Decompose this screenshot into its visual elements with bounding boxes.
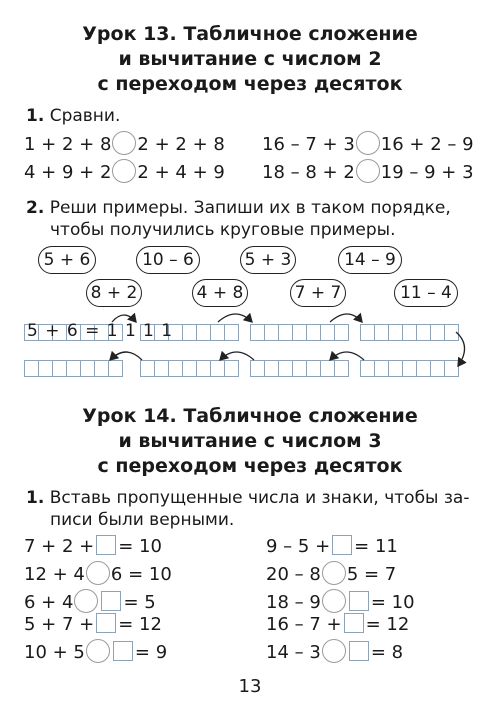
task1-heading [26, 104, 120, 128]
task2-instruction-line2: чтобы получились круговые примеры. [50, 220, 396, 240]
answer-box[interactable] [349, 591, 369, 611]
l14-task1-instruction-line1: Вставь пропущенные числа и знаки, чтобы за- [49, 488, 470, 508]
arrow-right-1 [112, 315, 136, 322]
oval-example: 14 – 9 [338, 246, 402, 274]
oval-example: 11 – 4 [394, 279, 458, 307]
answer-box[interactable] [96, 535, 116, 555]
arrow-left-1 [330, 352, 364, 360]
fill-row-left-4 [24, 612, 162, 638]
expr-a: 9 – 5 + [266, 536, 331, 557]
expr-a: 16 – 7 + 3 [262, 134, 355, 155]
expr-b: 2 + 4 + 9 [137, 162, 225, 183]
compare-circle[interactable] [112, 159, 136, 183]
lesson13-title-line2: и вычитание с числом 2 [118, 48, 382, 70]
task1-instruction: Сравни. [49, 106, 121, 126]
oval-example: 8 + 2 [86, 279, 142, 307]
page-number: 13 [238, 676, 262, 697]
fill-row-right-4 [266, 612, 409, 638]
expr-b: 19 – 9 + 3 [380, 162, 474, 183]
sign-circle[interactable] [322, 639, 346, 663]
answer-box[interactable] [101, 591, 121, 611]
arrow-left-3 [110, 352, 142, 360]
expr-b: 5 = 7 [346, 564, 397, 585]
answer-box[interactable] [96, 613, 116, 633]
sign-circle[interactable] [74, 589, 98, 613]
expr-a: 20 – 8 [266, 564, 321, 585]
lesson14-title-line1: Урок 14. Табличное сложение [82, 405, 418, 427]
oval-example: 4 + 8 [192, 279, 248, 307]
sign-circle[interactable] [322, 589, 346, 613]
arrow-right-3 [330, 314, 362, 322]
fill-row-left-5 [24, 640, 167, 666]
compare-circle[interactable] [112, 131, 136, 155]
compare-row-1-left [24, 132, 225, 158]
expr-a: 6 + 4 [24, 592, 74, 613]
expr-b: = 11 [354, 536, 398, 557]
answer-box[interactable] [113, 641, 133, 661]
expr-a: 14 – 3 [266, 642, 321, 663]
expr-b: = 12 [365, 614, 410, 635]
lesson13-title-line3: с переходом через десяток [97, 73, 403, 95]
compare-circle[interactable] [356, 159, 380, 183]
expr-b: 16 + 2 – 9 [380, 134, 474, 155]
fill-row-left-1 [24, 534, 162, 560]
task2-heading [26, 196, 451, 220]
sign-circle[interactable] [322, 561, 346, 585]
sample-solution: 5 + 6 = 1 1 [27, 321, 137, 341]
expr-b: = 12 [118, 614, 162, 635]
compare-row-2-right [262, 160, 474, 186]
expr-b: 2 + 2 + 8 [137, 134, 225, 155]
task2-number: 2. [26, 198, 45, 218]
arrow-down-right [456, 332, 465, 366]
expr-b: = 10 [370, 592, 415, 613]
answer-box[interactable] [332, 535, 352, 555]
expr-a: 18 – 9 [266, 592, 321, 613]
lesson13-title-line1: Урок 13. Табличное сложение [82, 23, 418, 45]
cycle-arrows [0, 300, 500, 390]
fill-row-right-2 [266, 562, 396, 588]
compare-row-1-right [262, 132, 474, 158]
sample-continuation: 1 1 [143, 321, 174, 341]
expr-a: 5 + 7 + [24, 614, 95, 635]
expr-b: = 5 [123, 592, 156, 613]
expr-b: = 8 [370, 642, 404, 663]
task2-instruction-line1: Реши примеры. Запиши их в таком порядке, [49, 198, 451, 218]
expr-a: 18 – 8 + 2 [262, 162, 355, 183]
fill-row-right-5 [266, 640, 403, 666]
answer-box[interactable] [349, 641, 369, 661]
expr-a: 10 + 5 [24, 642, 85, 663]
lesson14-title-line2: и вычитание с числом 3 [118, 430, 382, 452]
oval-example: 10 – 6 [136, 246, 200, 274]
expr-a: 16 – 7 + [266, 614, 342, 635]
fill-row-right-1 [266, 534, 398, 560]
expr-a: 12 + 4 [24, 564, 85, 585]
arrow-right-2 [218, 314, 252, 322]
l14-task1-instruction-line2: писи были верными. [50, 510, 235, 530]
answer-box[interactable] [344, 613, 364, 633]
sign-circle[interactable] [86, 561, 110, 585]
fill-row-left-2 [24, 562, 172, 588]
oval-example: 7 + 7 [290, 279, 346, 307]
lesson14-title-line3: с переходом через десяток [97, 455, 403, 477]
compare-row-2-left [24, 160, 225, 186]
l14-task1-number: 1. [26, 488, 45, 508]
task1-number: 1. [26, 106, 45, 126]
expr-b: = 10 [118, 536, 162, 557]
expr-a: 7 + 2 + [24, 536, 95, 557]
compare-circle[interactable] [356, 131, 380, 155]
expr-b: 6 = 10 [110, 564, 172, 585]
sign-circle[interactable] [86, 639, 110, 663]
expr-b: = 9 [134, 642, 168, 663]
expr-a: 4 + 9 + 2 [24, 162, 112, 183]
arrow-left-2 [220, 352, 254, 360]
oval-example: 5 + 3 [240, 246, 296, 274]
l14-task1-heading [26, 486, 469, 510]
expr-a: 1 + 2 + 8 [24, 134, 112, 155]
oval-example: 5 + 6 [38, 246, 96, 274]
